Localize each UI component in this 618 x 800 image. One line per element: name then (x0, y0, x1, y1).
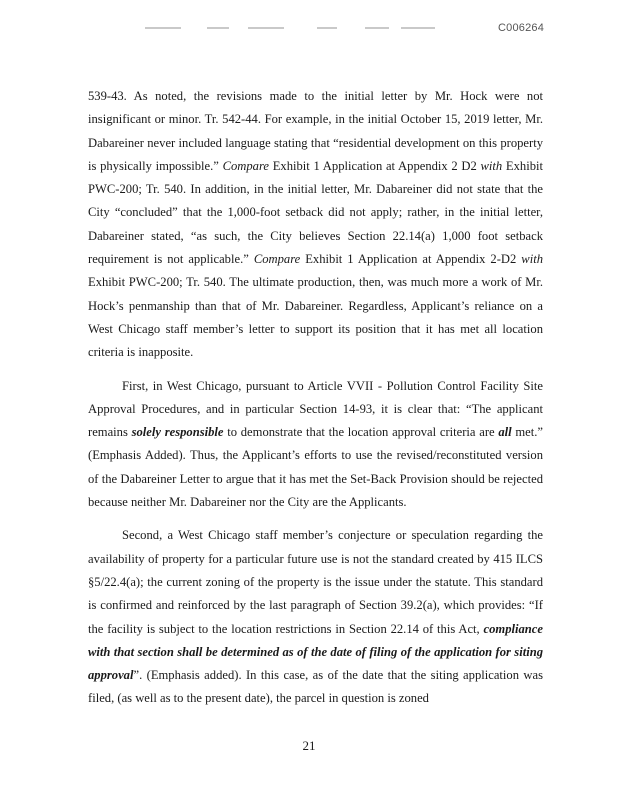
body-paragraph (88, 375, 543, 515)
emphasis-text: all (498, 425, 512, 440)
italic-text: with (521, 252, 543, 267)
paragraph-text: Exhibit PWC-200; Tr. 540. The ultimate production, then, was much more a work of Mr. Hock’s penmanship than that of Mr. Dabareiner. Regardless, Applicant’s reliance on a West Chicago staff member’s letter to support its position that it has met all location criteria is inapposite. (88, 275, 543, 360)
paragraph-text: Exhibit 1 Application at Appendix 2-D2 (300, 252, 522, 267)
page-number: 21 (302, 738, 316, 753)
paragraph-text: 539-43. As noted, the revisions made to the initial letter by Mr. Hock were not insignificant or minor. Tr. 542-44. For example, in the initial October 15, 2019 letter, Mr. Dabareiner never included language stating that “residential development on this property is physically impossible.” (88, 89, 543, 173)
paragraph-text: Exhibit PWC-200; Tr. 540. In addition, in the initial letter, Mr. Dabareiner did not state that the City “concluded” that the 1,000-foot setback did not apply; rather, in the initial letter, Dabareiner stated, “as such, the City believes Section 22.14(a) 1,000 foot setback requirement is not applicable.” (88, 158, 543, 267)
italic-text: Compare (222, 158, 270, 173)
paragraph-text: Exhibit 1 Application at Appendix 2 D2 (269, 158, 481, 173)
paragraph-text: ”. (Emphasis added). In this case, as of the date that the siting application was filed, (as well as to the present date), the parcel in question is zoned (88, 668, 543, 706)
emphasis-text: compliance with that section shall be determined as of the date of filing of the application for siting approval (88, 621, 543, 683)
paragraph-text: met.” (Emphasis Added). Thus, the Applicant’s efforts to use the revised/reconstituted version of the Dabareiner Letter to argue that it has met the Set-Back Provision should be rejected because neither Mr. Dabareiner nor the City are the Applicants. (88, 425, 543, 510)
paragraph-text: First, in West Chicago, pursuant to Article VVII - Pollution Control Facility Site Approval Procedures, and in particular Section 14-93, it is clear that: “The applicant remains (88, 378, 543, 440)
body-paragraph (88, 524, 543, 710)
paragraph-text: Second, a West Chicago staff member’s conjecture or speculation regarding the availability of property for a particular future use is not the standard created by 415 ILCS §5/22.4(a); the current zoning of the property is the issue under the statute. This standard is confirmed and reinforced by the last paragraph of Section 39.2(a), which provides: “If the facility is subject to the location restrictions in Section 22.14 of this Act, (88, 528, 543, 636)
italic-text: with (480, 158, 503, 173)
document-body (88, 85, 543, 711)
emphasis-text: solely responsible (131, 425, 224, 440)
bates-number: C006264 (498, 22, 545, 34)
header-faint-marks (145, 27, 445, 35)
paragraph-text: to demonstrate that the location approval criteria are (223, 425, 499, 440)
body-paragraph (88, 85, 543, 365)
italic-text: Compare (253, 252, 301, 267)
